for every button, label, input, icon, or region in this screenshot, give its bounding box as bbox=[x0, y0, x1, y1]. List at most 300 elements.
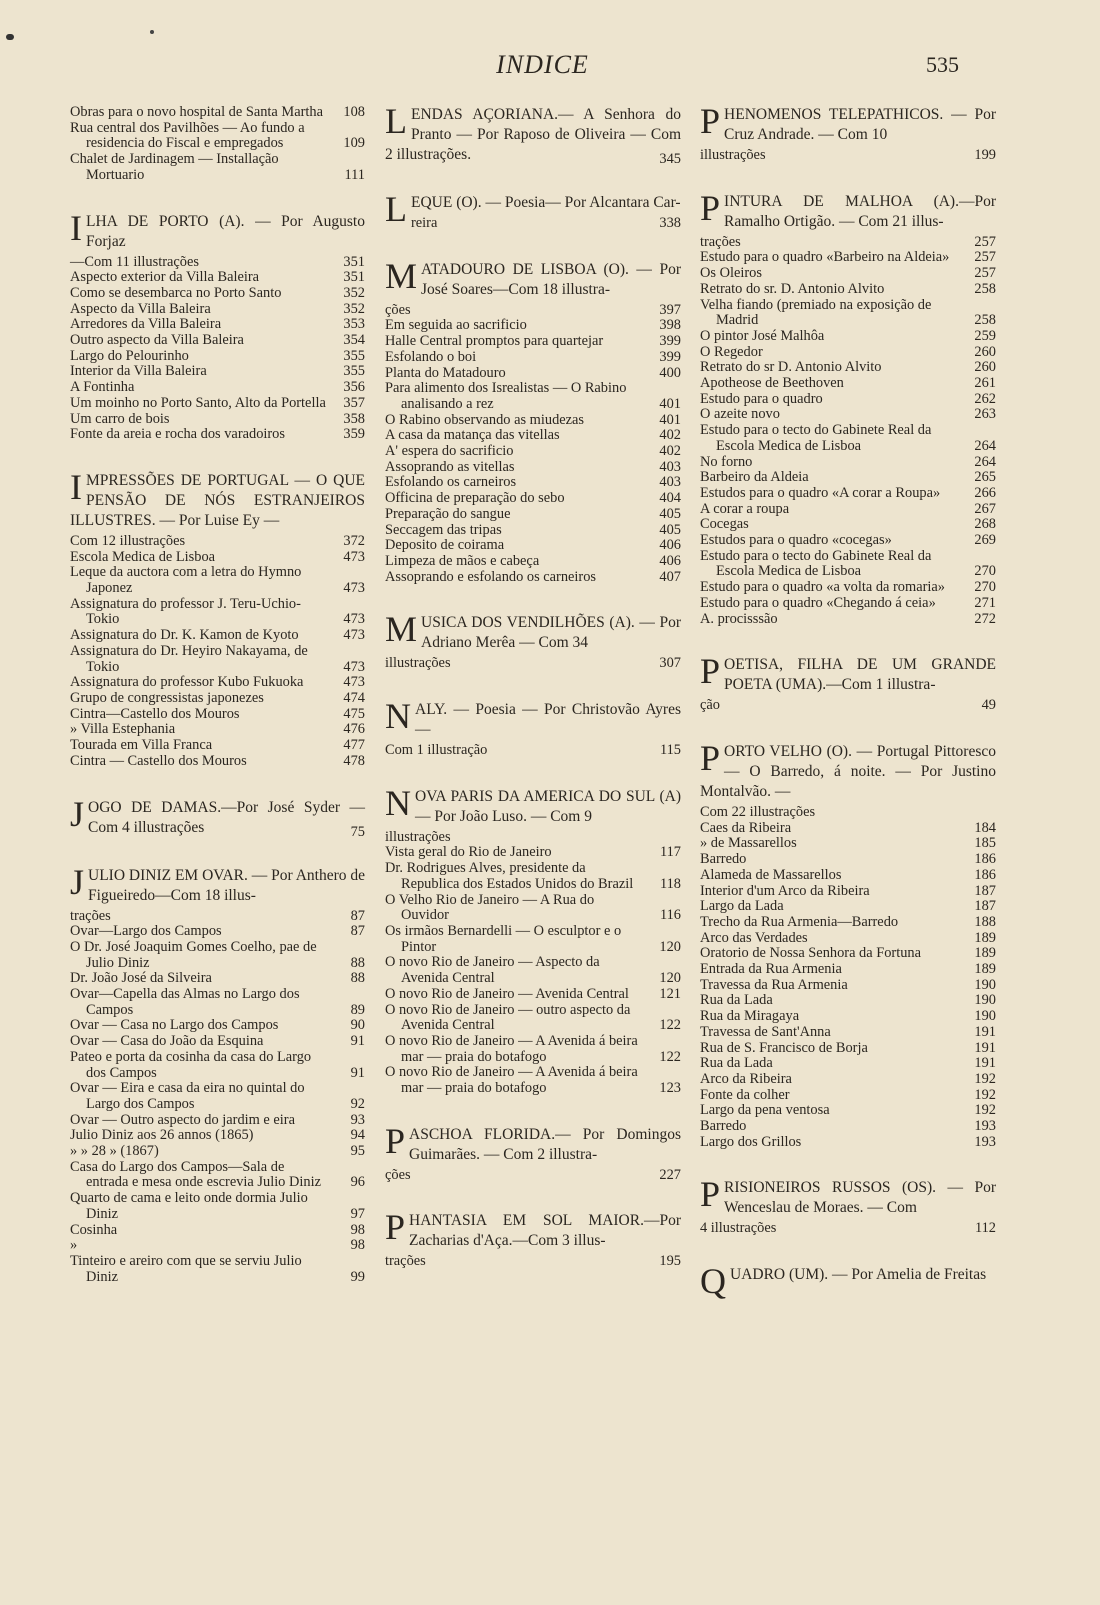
entry-page: 403 bbox=[659, 474, 681, 491]
index-entry bbox=[700, 596, 996, 612]
entry-page: 258 bbox=[974, 280, 996, 297]
index-section bbox=[700, 737, 996, 1150]
index-entry bbox=[700, 502, 996, 518]
entry-text: O Velho Rio de Janeiro — A Rua do Ouvidor bbox=[385, 891, 595, 924]
index-entry bbox=[385, 743, 681, 759]
entry-page: 115 bbox=[659, 742, 681, 759]
index-entry bbox=[70, 412, 365, 428]
entry-text: » » 28 » (1867) bbox=[70, 1143, 159, 1160]
entry-text: Cocegas bbox=[700, 516, 749, 533]
entry-text: Arco das Verdades bbox=[700, 929, 808, 946]
index-entry bbox=[70, 1160, 365, 1191]
index-entry bbox=[385, 460, 681, 476]
entry-text: Retrato do sr D. Antonio Alvito bbox=[700, 359, 882, 376]
page-number: 535 bbox=[926, 52, 959, 77]
entry-text: Estudos para o quadro «A corar a Roupa» bbox=[700, 484, 941, 501]
entry-text: O novo Rio de Janeiro — outro aspecto da Avenida Central bbox=[385, 1001, 631, 1034]
index-entry bbox=[700, 345, 996, 361]
entry-text: Rua de S. Francisco de Borja bbox=[700, 1039, 868, 1056]
index-entry bbox=[385, 1168, 681, 1184]
entry-text: Trecho da Rua Armenia—Barredo bbox=[700, 913, 899, 930]
section-title: JULIO DINIZ EM OVAR. — Por Anthero de Figueiredo—Com 18 illus- bbox=[70, 861, 365, 904]
entry-page: 191 bbox=[974, 1023, 996, 1040]
entry-page: 401 bbox=[659, 411, 681, 428]
index-entry bbox=[70, 286, 365, 302]
entry-text: A Fontinha bbox=[70, 379, 135, 396]
index-entry bbox=[700, 235, 996, 251]
entry-page: 473 bbox=[343, 658, 365, 675]
entry-page: 359 bbox=[343, 426, 365, 443]
entry-text: trações bbox=[700, 233, 741, 250]
entry-page: 307 bbox=[659, 655, 681, 672]
section-title: JOGO DE DAMAS.—Por José Syder — Com 4 illustrações bbox=[70, 793, 365, 836]
ink-spot bbox=[150, 30, 154, 34]
index-entry bbox=[700, 993, 996, 1009]
entry-page: 88 bbox=[350, 970, 365, 987]
section-title: PINTURA DE MALHOA (A).—Por Ramalho Ortigão. — Com 21 illus- bbox=[700, 187, 996, 230]
entry-page: 193 bbox=[974, 1133, 996, 1150]
entry-text: Barbeiro da Aldeia bbox=[700, 469, 809, 486]
entry-page: 257 bbox=[974, 265, 996, 282]
index-entry bbox=[385, 366, 681, 382]
entry-text: Deposito de coirama bbox=[385, 537, 505, 554]
index-entry bbox=[700, 962, 996, 978]
index-entry bbox=[385, 475, 681, 491]
index-entry bbox=[700, 549, 996, 580]
index-entry bbox=[70, 534, 365, 550]
entry-text: Estudo para o quadro «Barbeiro na Aldeia» bbox=[700, 249, 950, 266]
entry-page: 267 bbox=[974, 500, 996, 517]
index-section bbox=[70, 466, 365, 770]
entry-text: 4 illustrações bbox=[700, 1220, 777, 1237]
index-entry bbox=[385, 830, 681, 846]
entry-text: Ovar—Capella das Almas no Largo dos Campos bbox=[70, 986, 300, 1018]
index-section bbox=[70, 105, 365, 184]
index-entry bbox=[700, 407, 996, 423]
entry-page: 189 bbox=[974, 929, 996, 946]
entry-text: Retrato do sr. D. Antonio Alvito bbox=[700, 280, 885, 297]
entry-page: 352 bbox=[343, 300, 365, 317]
entry-text: Assoprando e esfolando os carneiros bbox=[385, 568, 597, 585]
entry-page: 398 bbox=[659, 317, 681, 334]
index-entry bbox=[70, 675, 365, 691]
entry-text: A corar a roupa bbox=[700, 500, 790, 517]
entry-page: 117 bbox=[659, 844, 681, 861]
entry-text: Com 22 illustrações bbox=[700, 803, 816, 820]
entry-page: 397 bbox=[659, 301, 681, 318]
index-entry bbox=[700, 517, 996, 533]
entry-page: 192 bbox=[974, 1086, 996, 1103]
entry-page: 120 bbox=[659, 970, 681, 987]
entry-page: 189 bbox=[974, 961, 996, 978]
index-entry bbox=[70, 1254, 365, 1285]
entry-page: 264 bbox=[974, 437, 996, 454]
entry-text: O novo Rio de Janeiro — Avenida Central bbox=[385, 985, 629, 1002]
index-section bbox=[385, 255, 681, 586]
index-entry bbox=[700, 978, 996, 994]
index-entry bbox=[70, 738, 365, 754]
entry-text: Oratorio de Nossa Senhora da Fortuna bbox=[700, 945, 922, 962]
entry-text: Alameda de Massarellos bbox=[700, 866, 842, 883]
entry-page: 258 bbox=[974, 312, 996, 329]
index-entry bbox=[70, 597, 365, 628]
entry-page: 473 bbox=[343, 674, 365, 691]
entry-page: 399 bbox=[659, 333, 681, 350]
entry-text: Arco da Ribeira bbox=[700, 1070, 792, 1087]
entry-text: A' espera do sacrificio bbox=[385, 443, 514, 460]
entry-page: 260 bbox=[974, 359, 996, 376]
index-entry bbox=[385, 570, 681, 586]
index-entry bbox=[70, 691, 365, 707]
entry-text: Estudo para o quadro bbox=[700, 390, 823, 407]
index-entry bbox=[385, 491, 681, 507]
entry-page: 188 bbox=[974, 913, 996, 930]
entry-page: 193 bbox=[974, 1118, 996, 1135]
entry-page: 190 bbox=[974, 1008, 996, 1025]
section-title: NOVA PARIS DA AMERICA DO SUL (A) — Por João Luso. — Com 9 bbox=[385, 782, 681, 825]
entry-text: illustrações bbox=[385, 828, 451, 845]
section-title: ILHA DE PORTO (A). — Por Augusto Forjaz bbox=[70, 207, 365, 250]
index-entry bbox=[700, 805, 996, 821]
index-entry bbox=[70, 565, 365, 596]
entry-text: Rua da Lada bbox=[700, 992, 773, 1009]
index-entry bbox=[700, 1135, 996, 1151]
section-title: PORTO VELHO (O). — Portugal Pittoresco — O Barredo, á noite. — Por Justino Montalvão. — bbox=[700, 737, 996, 800]
entry-page: 260 bbox=[974, 343, 996, 360]
entry-page: 263 bbox=[974, 406, 996, 423]
entry-text: Outro aspecto da Villa Baleira bbox=[70, 332, 244, 349]
entry-page: 474 bbox=[343, 689, 365, 706]
entry-text: O novo Rio de Janeiro — A Avenida á beira mar — praia do botafogo bbox=[385, 1064, 638, 1097]
entry-page: 190 bbox=[974, 992, 996, 1009]
index-entry bbox=[70, 152, 365, 183]
index-entry bbox=[70, 644, 365, 675]
entry-text: Cintra — Castello dos Mouros bbox=[70, 752, 247, 769]
index-entry bbox=[700, 821, 996, 837]
entry-page: 186 bbox=[974, 866, 996, 883]
entry-text: illustrações bbox=[385, 655, 451, 672]
entry-page: 403 bbox=[659, 458, 681, 475]
section-title: QUADRO (UM). — Por Amelia de Freitas bbox=[700, 1261, 987, 1302]
entry-text: » bbox=[70, 1237, 78, 1254]
entry-page: 351 bbox=[343, 269, 365, 286]
entry-text: O novo Rio de Janeiro — A Avenida á beira mar — praia do botafogo bbox=[385, 1032, 638, 1065]
entry-text: ções bbox=[385, 301, 411, 318]
index-entry bbox=[700, 360, 996, 376]
entry-page: 109 bbox=[343, 135, 365, 152]
index-entry bbox=[70, 550, 365, 566]
entry-page: 190 bbox=[974, 976, 996, 993]
entry-page: 91 bbox=[350, 1033, 365, 1050]
entry-page: 122 bbox=[659, 1048, 681, 1065]
entry-page: 270 bbox=[974, 563, 996, 580]
index-entry bbox=[70, 427, 365, 443]
entry-page: 269 bbox=[974, 532, 996, 549]
index-entry bbox=[385, 656, 681, 672]
section-title: MUSICA DOS VENDILHÕES (A). — Por Adriano Merêa — Com 34 bbox=[385, 609, 681, 652]
index-entry bbox=[700, 1072, 996, 1088]
index-entry bbox=[70, 121, 365, 152]
index-entry bbox=[70, 1128, 365, 1144]
entry-text: ção bbox=[700, 697, 720, 714]
index-entry bbox=[700, 1221, 996, 1237]
entry-text: Um moinho no Porto Santo, Alto da Portella bbox=[70, 394, 326, 411]
section-title: POETISA, FILHA DE UM GRANDE POETA (UMA).—Com 1 illustra- bbox=[700, 651, 996, 694]
entry-page: 268 bbox=[974, 516, 996, 533]
ink-spot bbox=[6, 34, 14, 40]
entry-text: O novo Rio de Janeiro — Aspecto da Avenida Central bbox=[385, 954, 600, 987]
index-entry bbox=[385, 1003, 681, 1034]
entry-text: Largo da Lada bbox=[700, 898, 784, 915]
entry-text: Rua central dos Pavilhões — Ao fundo a residencia do Fiscal e empregados bbox=[70, 119, 305, 152]
entry-page: 108 bbox=[343, 104, 365, 120]
index-entry bbox=[700, 1041, 996, 1057]
entry-text: Arredores da Villa Baleira bbox=[70, 316, 222, 333]
entry-page: 192 bbox=[974, 1102, 996, 1119]
entry-text: O Rabino observando as miudezas bbox=[385, 411, 585, 428]
index-entry bbox=[70, 754, 365, 770]
index-section bbox=[385, 1120, 681, 1184]
index-entry bbox=[70, 987, 365, 1018]
entry-page: 191 bbox=[974, 1039, 996, 1056]
index-entry bbox=[70, 380, 365, 396]
entry-page: 49 bbox=[981, 697, 996, 714]
entry-page: 184 bbox=[974, 819, 996, 836]
entry-text: Velha fiando (premiado na exposição de Madrid bbox=[700, 296, 932, 329]
entry-text: O pintor José Malhôa bbox=[700, 327, 825, 344]
entry-text: Largo dos Grillos bbox=[700, 1133, 802, 1150]
index-entry bbox=[385, 318, 681, 334]
entry-page: 272 bbox=[974, 610, 996, 627]
index-entry bbox=[70, 396, 365, 412]
index-section bbox=[70, 861, 365, 1286]
entry-page: 259 bbox=[974, 327, 996, 344]
entry-page: 91 bbox=[350, 1064, 365, 1081]
index-section bbox=[700, 101, 996, 164]
entry-page: 121 bbox=[659, 985, 681, 1002]
entry-page: 257 bbox=[974, 249, 996, 266]
entry-text: Esfolando o boi bbox=[385, 348, 477, 365]
entry-page: 192 bbox=[974, 1070, 996, 1087]
index-entry bbox=[700, 282, 996, 298]
entry-page: 477 bbox=[343, 737, 365, 754]
entry-text: Travessa da Rua Armenia bbox=[700, 976, 848, 993]
entry-text: Planta do Matadouro bbox=[385, 364, 506, 381]
entry-text: Ovar — Eira e casa da eira no quintal do Largo dos Campos bbox=[70, 1080, 305, 1112]
entry-page: 406 bbox=[659, 552, 681, 569]
entry-text: Seccagem das tripas bbox=[385, 521, 502, 538]
index-entry bbox=[385, 507, 681, 523]
index-section bbox=[700, 1261, 996, 1302]
entry-text: Officina de preparação do sebo bbox=[385, 490, 565, 507]
index-entry bbox=[700, 266, 996, 282]
entry-page: 99 bbox=[350, 1268, 365, 1285]
entry-text: » de Massarellos bbox=[700, 835, 797, 852]
entry-text: Interior da Villa Baleira bbox=[70, 363, 207, 380]
entry-text: Assignatura do Dr. K. Kamon de Kyoto bbox=[70, 627, 299, 644]
entry-page: 356 bbox=[343, 379, 365, 396]
entry-text: Ovar — Casa do João da Esquina bbox=[70, 1033, 264, 1050]
index-entry bbox=[70, 349, 365, 365]
index-entry bbox=[385, 987, 681, 1003]
entry-text: A. procisssão bbox=[700, 610, 778, 627]
section-title: LENDAS AÇORIANA.— A Senhora do Pranto — Por Raposo de Oliveira — Com 2 illustrações. bbox=[385, 101, 681, 163]
entry-page: 354 bbox=[343, 332, 365, 349]
index-entry bbox=[700, 612, 996, 628]
entry-text: Assignatura do Dr. Heyiro Nakayama, de Tokio bbox=[70, 642, 308, 675]
entry-text: Cosinha bbox=[70, 1221, 118, 1238]
entry-page: 352 bbox=[343, 284, 365, 301]
entry-page: 93 bbox=[350, 1111, 365, 1128]
index-section bbox=[385, 696, 681, 759]
entry-text: Barredo bbox=[700, 1118, 747, 1135]
entry-text: Grupo de congressistas japonezes bbox=[70, 689, 264, 706]
entry-page: 94 bbox=[350, 1127, 365, 1144]
entry-text: Rua da Lada bbox=[700, 1055, 773, 1072]
entry-text: Caes da Ribeira bbox=[700, 819, 792, 836]
entry-page: 357 bbox=[343, 394, 365, 411]
entry-text: Escola Medica de Lisboa bbox=[70, 548, 216, 565]
entry-page: 345 bbox=[659, 151, 681, 168]
entry-page: 475 bbox=[343, 705, 365, 722]
entry-text: Estudos para o quadro «cocegas» bbox=[700, 532, 892, 549]
index-entry bbox=[385, 350, 681, 366]
index-entry bbox=[700, 868, 996, 884]
entry-text: Pateo e porta da cosinha da casa do Largo dos Campos bbox=[70, 1048, 312, 1081]
index-entry bbox=[385, 845, 681, 861]
index-entry bbox=[700, 580, 996, 596]
section-title: NALY. — Poesia — Por Christovão Ayres — bbox=[385, 696, 681, 739]
entry-page: 95 bbox=[350, 1143, 365, 1160]
index-section bbox=[70, 207, 365, 443]
index-entry bbox=[700, 250, 996, 266]
entry-text: Barredo bbox=[700, 851, 747, 868]
entry-text: Chalet de Jardinagem — Installação Mortuario bbox=[70, 151, 279, 183]
entry-text: Preparação do sangue bbox=[385, 505, 511, 522]
entry-text: Tinteiro e areiro com que se serviu Julio Diniz bbox=[70, 1252, 302, 1285]
index-section bbox=[700, 651, 996, 714]
entry-page: 90 bbox=[350, 1017, 365, 1034]
index-entry bbox=[70, 971, 365, 987]
entry-text: trações bbox=[70, 907, 111, 924]
entry-page: 266 bbox=[974, 484, 996, 501]
entry-page: 372 bbox=[343, 532, 365, 549]
index-entry bbox=[385, 955, 681, 986]
index-entry bbox=[70, 722, 365, 738]
entry-page: 189 bbox=[974, 945, 996, 962]
entry-text: Assignatura do professor J. Teru-Uchio-Tokio bbox=[70, 595, 301, 628]
entry-page: 473 bbox=[343, 580, 365, 597]
index-entry bbox=[700, 423, 996, 454]
entry-page: 87 bbox=[350, 923, 365, 940]
entry-page: 185 bbox=[974, 835, 996, 852]
entry-text: Com 12 illustrações bbox=[70, 532, 186, 549]
entry-page: 476 bbox=[343, 721, 365, 738]
entry-page: 407 bbox=[659, 568, 681, 585]
entry-page: 399 bbox=[659, 348, 681, 365]
entry-page: 358 bbox=[343, 410, 365, 427]
index-entry bbox=[385, 216, 681, 232]
index-entry bbox=[385, 381, 681, 412]
entry-page: 473 bbox=[343, 611, 365, 628]
index-entry bbox=[700, 486, 996, 502]
index-entry bbox=[70, 1191, 365, 1222]
index-entry bbox=[700, 392, 996, 408]
index-entry bbox=[385, 861, 681, 892]
entry-page: 257 bbox=[974, 233, 996, 250]
index-entry bbox=[700, 1103, 996, 1119]
entry-page: 261 bbox=[974, 375, 996, 392]
page-title: INDICE bbox=[496, 50, 589, 79]
entry-text: Para alimento dos Isrealistas — O Rabino analisando a rez bbox=[385, 380, 627, 412]
entry-text: Largo do Pelourinho bbox=[70, 347, 189, 364]
index-entry bbox=[70, 270, 365, 286]
entry-page: 355 bbox=[343, 347, 365, 364]
section-title: PASCHOA FLORIDA.— Por Domingos Guimarães. — Com 2 illustra- bbox=[385, 1120, 681, 1163]
index-entry bbox=[700, 946, 996, 962]
entry-page: 400 bbox=[659, 364, 681, 381]
index-entry bbox=[700, 470, 996, 486]
index-entry bbox=[70, 302, 365, 318]
entry-text: Ovar — Casa no Largo dos Campos bbox=[70, 1017, 279, 1034]
entry-page: 97 bbox=[350, 1205, 365, 1222]
entry-page: 473 bbox=[343, 548, 365, 565]
entry-page: 118 bbox=[659, 875, 681, 892]
entry-page: 405 bbox=[659, 521, 681, 538]
index-entry bbox=[385, 413, 681, 429]
entry-text: Assignatura do professor Kubo Fukuoka bbox=[70, 674, 304, 691]
entry-text: No forno bbox=[700, 453, 753, 470]
index-entry bbox=[700, 533, 996, 549]
section-title: MATADOURO DE LISBOA (O). — Por José Soares—Com 18 illustra- bbox=[385, 255, 681, 298]
index-entry bbox=[700, 1056, 996, 1072]
entry-text: Estudo para o quadro «a volta da romaria» bbox=[700, 579, 945, 596]
entry-text: Estudo para o tecto do Gabinete Real da Escola Medica de Lisboa bbox=[700, 422, 932, 454]
entry-page: 123 bbox=[659, 1080, 681, 1097]
entry-text: Casa do Largo dos Campos—Sala de entrada e mesa onde escrevia Julio Diniz bbox=[70, 1158, 321, 1191]
index-section bbox=[70, 793, 365, 840]
entry-text: Tourada em Villa Franca bbox=[70, 737, 213, 754]
index-entry bbox=[70, 707, 365, 723]
entry-page: 264 bbox=[974, 453, 996, 470]
entry-text: Obras para o novo hospital de Santa Martha bbox=[70, 104, 323, 120]
index-entry bbox=[700, 1088, 996, 1104]
entry-text: Um carro de bois bbox=[70, 410, 170, 427]
index-entry bbox=[385, 523, 681, 539]
entry-page: 355 bbox=[343, 363, 365, 380]
index-section bbox=[385, 782, 681, 1097]
index-entry bbox=[385, 444, 681, 460]
entry-text: Largo da pena ventosa bbox=[700, 1102, 830, 1119]
index-entry bbox=[700, 852, 996, 868]
entry-text: Interior d'um Arco da Ribeira bbox=[700, 882, 870, 899]
entry-text: Fonte da areia e rocha dos varadoiros bbox=[70, 426, 285, 443]
index-entry bbox=[385, 538, 681, 554]
index-entry bbox=[70, 909, 365, 925]
index-entry bbox=[70, 1144, 365, 1160]
entry-text: Leque da auctora com a letra do Hymno Japonez bbox=[70, 564, 302, 597]
entry-page: 122 bbox=[659, 1017, 681, 1034]
index-column-2 bbox=[385, 101, 681, 1298]
entry-page: 227 bbox=[659, 1166, 681, 1183]
entry-text: Dr. João José da Silveira bbox=[70, 970, 212, 987]
index-section bbox=[385, 189, 681, 232]
index-entry bbox=[70, 1223, 365, 1239]
entry-page: 111 bbox=[344, 166, 365, 183]
index-entry bbox=[700, 148, 996, 164]
entry-page: 404 bbox=[659, 490, 681, 507]
index-entry bbox=[385, 554, 681, 570]
